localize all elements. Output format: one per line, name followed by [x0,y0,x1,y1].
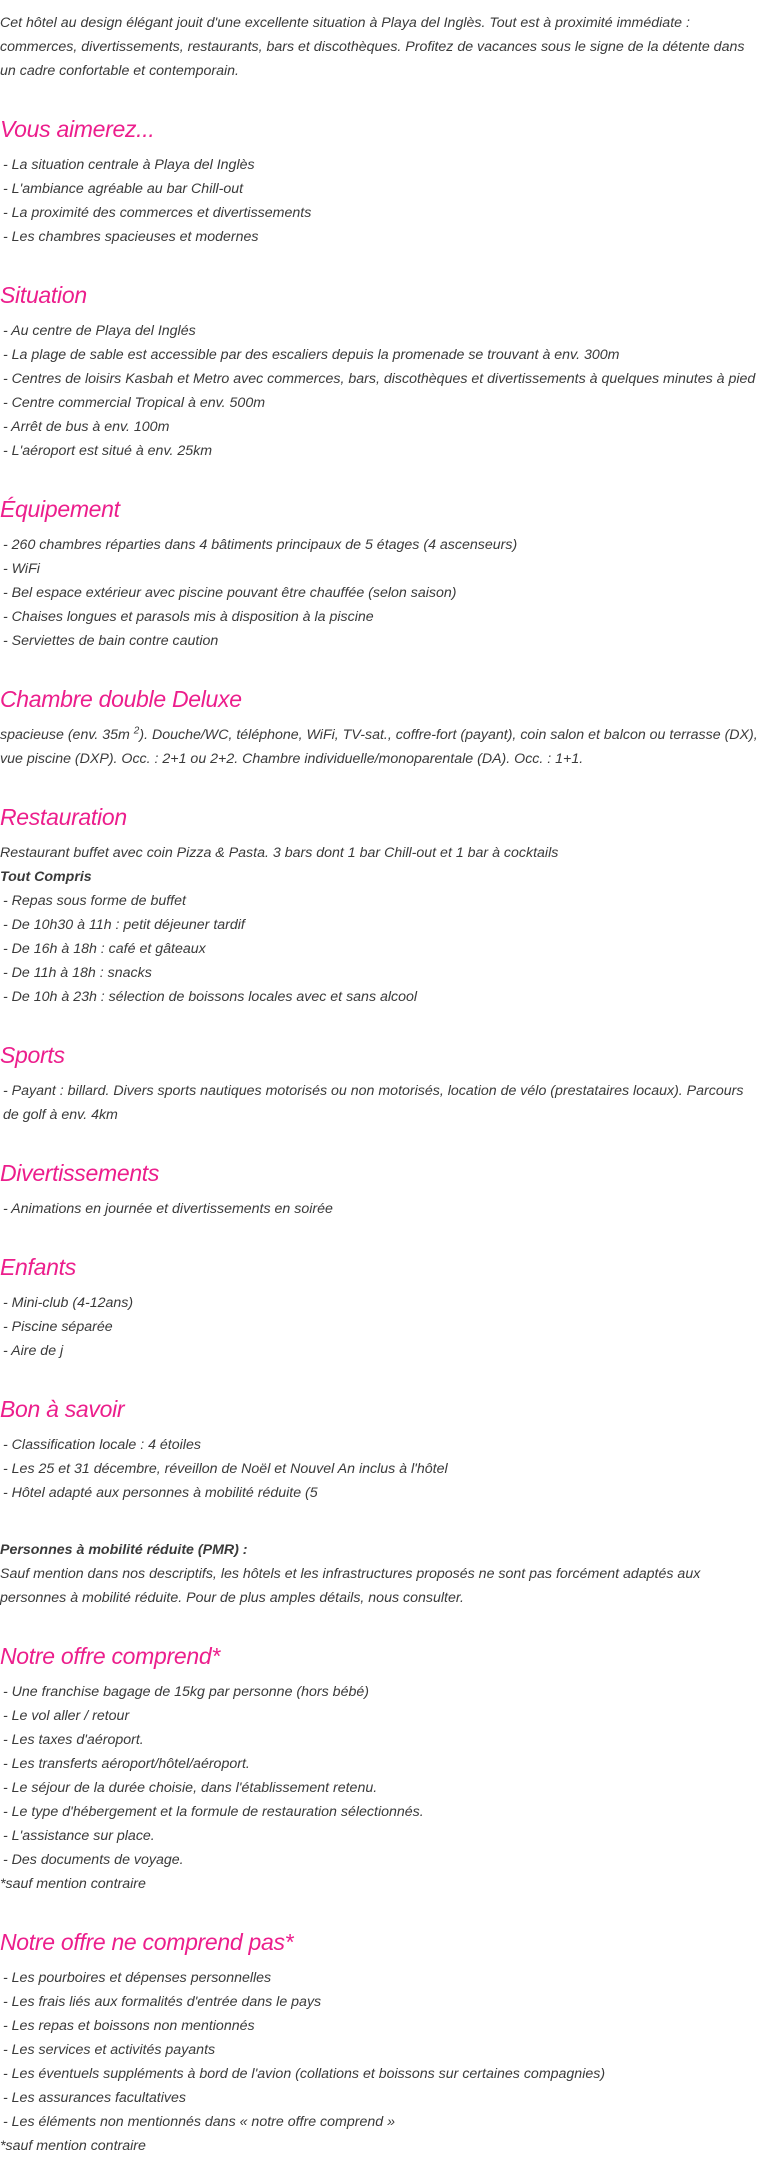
list-item: - L'ambiance agréable au bar Chill-out [3,181,244,197]
chambre-description [0,723,758,771]
section-pmr [0,1538,758,1610]
offre-ne-comprend-pas-list [0,1966,758,2134]
list-item: - Centres de loisirs Kasbah et Metro avec commerces, bars, discothèques et divertissements à quelques minutes à pied [3,371,756,387]
section-chambre [0,684,758,771]
pmr-title: Personnes à mobilité réduite (PMR) : [0,1542,248,1558]
intro-paragraph: Cet hôtel au design élégant jouit d'une excellente situation à Playa del Inglès. Tout est à proximité immédiate : commerces, divertissements, restaurants, bars et discothèques. Profitez de vacances sous le signe de la détente dans un cadre confortable et contemporain. [0,15,745,79]
section-title-equipement: Équipement [0,496,120,522]
list-item: - Bel espace extérieur avec piscine pouvant être chauffée (selon saison) [3,585,457,601]
superscript-exponent: 2 [133,725,140,737]
section-bon-a-savoir [0,1394,758,1505]
list-item: - Les éléments non mentionnés dans « notre offre comprend » [3,2114,395,2130]
list-item: - Une franchise bagage de 15kg par personne (hors bébé) [3,1684,369,1700]
list-item: - Piscine séparée [3,1319,113,1335]
section-title-situation: Situation [0,282,87,308]
list-item: - Mini-club (4-12ans) [3,1295,134,1311]
list-item: - Les taxes d'aéroport. [3,1732,144,1748]
divertissements-list [0,1197,758,1221]
list-item: - Au centre de Playa del Inglés [3,323,196,339]
list-item: - Aire de j [3,1343,64,1359]
list-item: - Le séjour de la durée choisie, dans l'établissement retenu. [3,1780,378,1796]
list-item: - Les frais liés aux formalités d'entrée dans le pays [3,1994,322,2010]
sports-description: - Payant : billard. Divers sports nautiques motorisés ou non motorisés, location de vélo (prestataires locaux). Parcours de golf à env. 4km [3,1083,744,1123]
section-divertissements [0,1158,758,1221]
list-item: - Des documents de voyage. [3,1852,184,1868]
section-equipement [0,494,758,653]
vous-aimerez-list [0,153,758,249]
list-item: - 260 chambres réparties dans 4 bâtiments principaux de 5 étages (4 ascenseurs) [3,537,518,553]
section-title-divertissements: Divertissements [0,1160,160,1186]
chambre-text-start: spacieuse (env. 35m [0,727,134,743]
chambre-text-end: ). Douche/WC, téléphone, WiFi, TV-sat., coffre-fort (payant), coin salon et balcon ou terrasse (DX), vue piscine (DXP). Occ. : 2+1 ou 2+2. Chambre individuelle/monoparentale (DA). Occ. : 1+1. [0,727,758,767]
list-item: - La situation centrale à Playa del Inglès [3,157,255,173]
offre-ne-comprend-pas-footnote: *sauf mention contraire [0,2138,146,2154]
section-title-offre-comprend: Notre offre comprend* [0,1643,220,1669]
list-item: - WiFi [3,561,40,577]
list-item: - La plage de sable est accessible par des escaliers depuis la promenade se trouvant à env. 300m [3,347,620,363]
enfants-list [0,1291,758,1363]
section-title-restauration: Restauration [0,804,127,830]
list-item: - L'aéroport est situé à env. 25km [3,443,213,459]
list-item: - Arrêt de bus à env. 100m [3,419,170,435]
section-title-sports: Sports [0,1042,65,1068]
list-item: - De 10h à 23h : sélection de boissons locales avec et sans alcool [3,989,418,1005]
section-situation [0,280,758,463]
situation-list [0,319,758,463]
list-item: - De 11h à 18h : snacks [3,965,152,981]
section-title-enfants: Enfants [0,1254,76,1280]
section-offre-ne-comprend-pas [0,1927,758,2158]
list-item: - Le vol aller / retour [3,1708,130,1724]
section-vous-aimerez [0,114,758,249]
list-item: - Les 25 et 31 décembre, réveillon de Noël et Nouvel An inclus à l'hôtel [3,1461,448,1477]
equipement-list [0,533,758,653]
list-item: - Classification locale : 4 étoiles [3,1437,201,1453]
list-item: - Les transferts aéroport/hôtel/aéroport. [3,1756,250,1772]
section-restauration [0,802,758,1009]
list-item: - Serviettes de bain contre caution [3,633,219,649]
section-sports [0,1040,758,1127]
section-enfants [0,1252,758,1363]
restauration-subtitle: Tout Compris [0,869,92,885]
list-item: - Les pourboires et dépenses personnelles [3,1970,272,1986]
list-item: - Les éventuels suppléments à bord de l'avion (collations et boissons sur certaines compagnies) [3,2066,606,2082]
section-offre-comprend [0,1641,758,1896]
list-item: - Les assurances facultatives [3,2090,186,2106]
list-item: - Le type d'hébergement et la formule de restauration sélectionnés. [3,1804,424,1820]
bon-a-savoir-list [0,1433,758,1505]
section-title-offre-ne-comprend-pas: Notre offre ne comprend pas* [0,1929,294,1955]
list-item: - La proximité des commerces et divertissements [3,205,312,221]
section-title-chambre: Chambre double Deluxe [0,686,242,712]
list-item: - De 16h à 18h : café et gâteaux [3,941,206,957]
list-item: - L'assistance sur place. [3,1828,155,1844]
restauration-list [0,889,758,1009]
restauration-description: Restaurant buffet avec coin Pizza & Pasta. 3 bars dont 1 bar Chill-out et 1 bar à cocktails [0,845,559,861]
list-item: - Animations en journée et divertissements en soirée [3,1201,333,1217]
section-title-bon-a-savoir: Bon à savoir [0,1396,125,1422]
offre-comprend-list [0,1680,758,1872]
list-item: - Les chambres spacieuses et modernes [3,229,259,245]
offre-comprend-footnote: *sauf mention contraire [0,1876,146,1892]
section-title-vous-aimerez: Vous aimerez... [0,116,155,142]
pmr-description: Sauf mention dans nos descriptifs, les hôtels et les infrastructures proposés ne sont pas forcément adaptés aux personnes à mobilité réduite. Pour de plus amples détails, nous consulter. [0,1566,701,1606]
list-item: - Hôtel adapté aux personnes à mobilité réduite (5 [3,1485,318,1501]
list-item: - Repas sous forme de buffet [3,893,186,909]
list-item: - Les repas et boissons non mentionnés [3,2018,255,2034]
list-item: - Les services et activités payants [3,2042,216,2058]
list-item: - Centre commercial Tropical à env. 500m [3,395,266,411]
list-item: - De 10h30 à 11h : petit déjeuner tardif [3,917,245,933]
list-item: - Chaises longues et parasols mis à disposition à la piscine [3,609,374,625]
